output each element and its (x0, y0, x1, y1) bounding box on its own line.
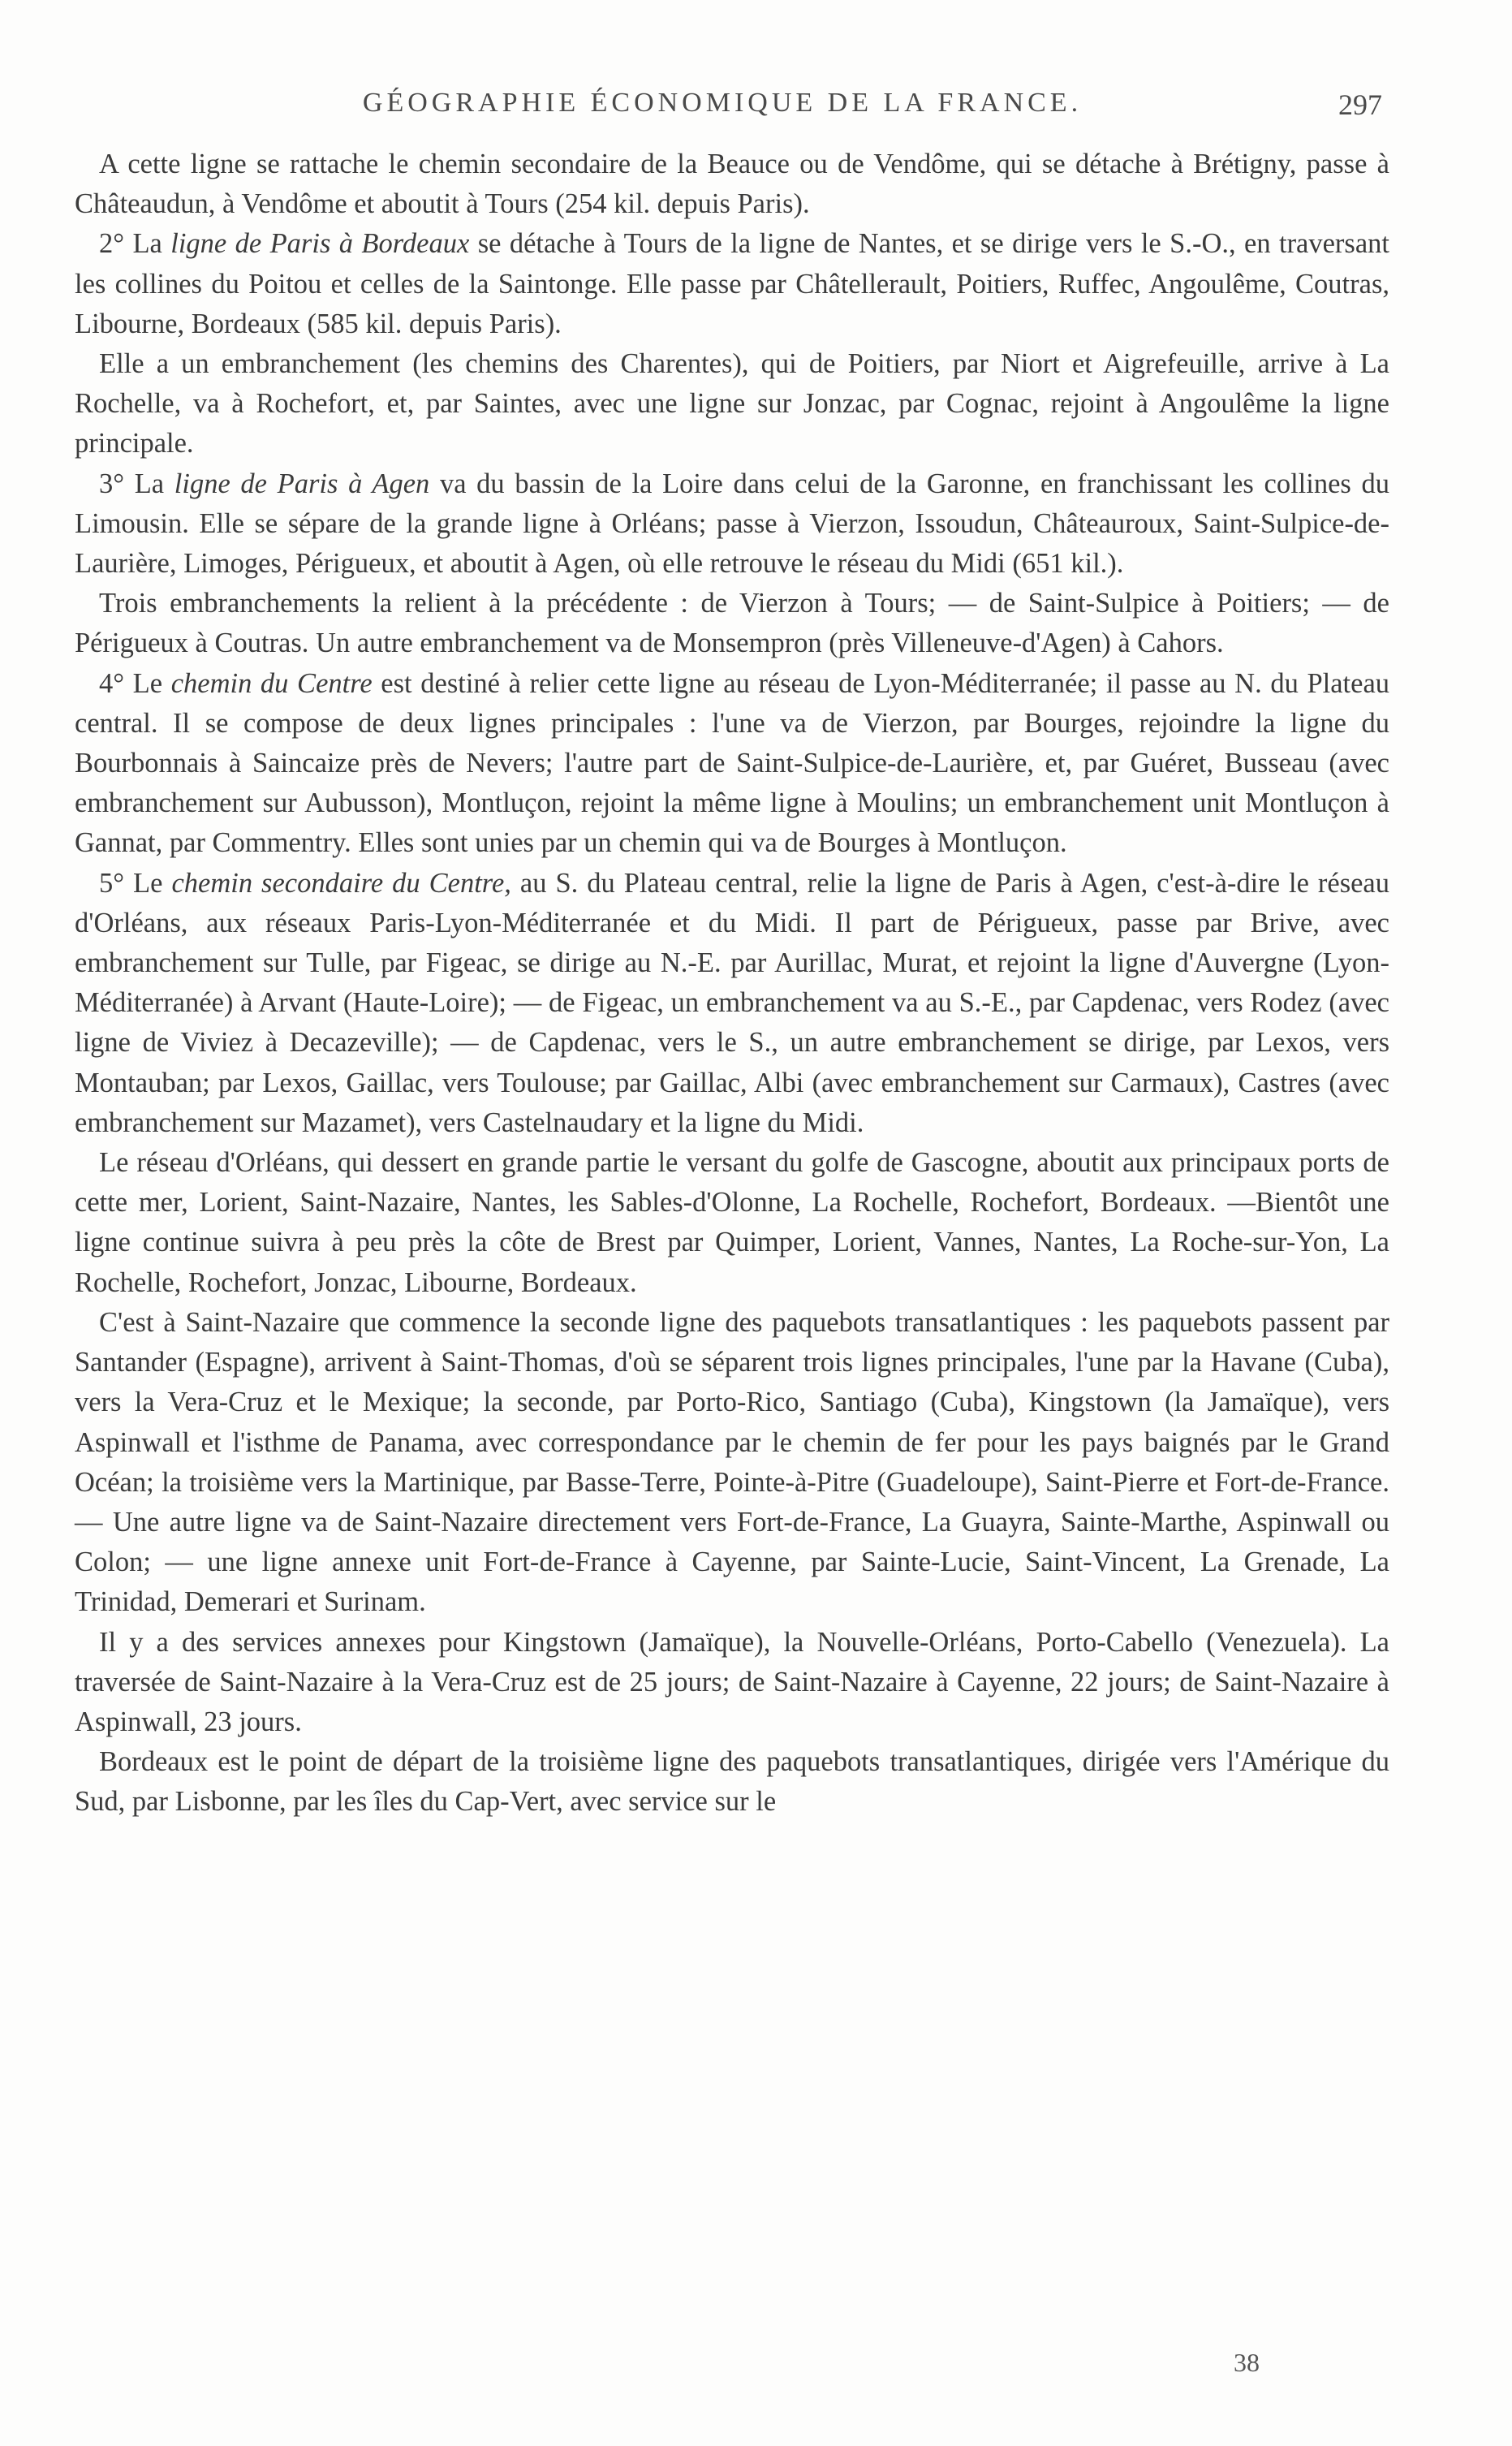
paragraph-rest: se détache à Tours de la ligne de Nantes, et se dirige vers le S.-O., en traversant les collines du Poitou et celles de la Saintonge. Elle passe par Châtellerault, Poitiers, Ruffec, Angoulême, Coutras, Libourne, Bordeaux (585 kil. depuis Paris). (75, 228, 1389, 339)
paragraph-rest: au S. du Plateau central, relie la ligne de Paris à Agen, c'est-à-dire le réseau d'Orléans, aux réseaux Paris-Lyon-Méditerranée et du Midi. Il part de Périgueux, passe par Brive, avec embranchement sur Tulle, par Figeac, se dirige au N.-E. par Aurillac, Murat, et rejoint la ligne d'Auvergne (Lyon-Méditerranée) à Arvant (Haute-Loire); — de Figeac, un embranchement va au S.-E., par Capdenac, vers Rodez (avec ligne de Viviez à Decazeville); — de Capdenac, vers le S., un autre embranchement se dirige, par Lexos, vers Montauban; par Lexos, Gaillac, vers Toulouse; par Gaillac, Albi (avec embranchement sur Carmaux), Castres (avec embranchement sur Mazamet), vers Castelnaudary et la ligne du Midi. (75, 867, 1389, 1138)
paragraph-lead: 4° Le (99, 667, 171, 699)
paragraph: A cette ligne se rattache le chemin secondaire de la Beauce ou de Vendôme, qui se détache à Brétigny, passe à Châteaudun, à Vendôme et aboutit à Tours (254 kil. depuis Paris). (75, 149, 1389, 220)
paragraph: Elle a un embranchement (les chemins des Charentes), qui de Poitiers, par Niort et Aigrefeuille, arrive à La Rochelle, va à Rochefort, et, par Saintes, avec une ligne sur Jonzac, par Cognac, rejoint à Angoulême la ligne principale. (75, 348, 1389, 459)
paragraph-rest: est destiné à relier cette ligne au réseau de Lyon-Méditerranée; il passe au N. du Plateau central. Il se compose de deux lignes principales : l'une va de Vierzon, par Bourges, rejoindre la ligne du Bourbonnais à Saincaize près de Nevers; l'autre part de Saint-Sulpice-de-Laurière, et, par Guéret, Busseau (avec embranchement sur Aubusson), Montluçon, rejoint la même ligne à Moulins; un embranchement unit Montluçon à Gannat, par Commentry. Elles sont unies par un chemin qui va de Bourges à Montluçon. (75, 667, 1390, 859)
paragraph-lead: 3° La (99, 468, 174, 499)
paragraph-centre-line (75, 664, 1389, 864)
paragraph: Bordeaux est le point de départ de la troisième ligne des paquebots transatlantiques, dirigée vers l'Amérique du Sud, par Lisbonne, par les îles du Cap-Vert, avec service sur le (75, 1746, 1389, 1818)
line-title: chemin du Centre (170, 667, 373, 699)
paragraph: Le réseau d'Orléans, qui dessert en grande partie le versant du golfe de Gascogne, aboutit aux principaux ports de cette mer, Lorient, Saint-Nazaire, Nantes, les Sables-d'Olonne, La Rochelle, Rochefort, Bordeaux. —Bientôt une ligne continue suivra à peu près la côte de Brest par Quimper, Lorient, Vannes, Nantes, La Roche-sur-Yon, La Rochelle, Rochefort, Jonzac, Libourne, Bordeaux. (75, 1147, 1389, 1298)
paragraph-bordeaux-line (75, 224, 1389, 344)
paragraph-secondary-centre-line (75, 864, 1389, 1143)
paragraph-lead: 2° La (99, 228, 171, 260)
line-title: ligne de Paris à Bordeaux (170, 228, 470, 260)
page-number: 297 (1338, 88, 1382, 121)
line-title: chemin secondaire du Centre, (171, 867, 511, 899)
running-title: GÉOGRAPHIE ÉCONOMIQUE DE LA FRANCE. (362, 88, 1083, 118)
signature-mark: 38 (1234, 2348, 1260, 2377)
line-title: ligne de Paris à Agen (174, 468, 430, 499)
body-text (75, 145, 1389, 1823)
paragraph: Il y a des services annexes pour Kingstown (Jamaïque), la Nouvelle-Orléans, Porto-Cabello (Venezuela). La traversée de Saint-Nazaire à la Vera-Cruz est de 25 jours; de Saint-Nazaire à Cayenne, 22 jours; de Saint-Nazaire à Aspinwall, 23 jours. (75, 1626, 1389, 1737)
paragraph: C'est à Saint-Nazaire que commence la seconde ligne des paquebots transatlantiques : les paquebots passent par Santander (Espagne), arrivent à Saint-Thomas, d'où se séparent trois lignes principales, l'une par la Havane (Cuba), vers la Vera-Cruz et le Mexique; la seconde, par Porto-Rico, Santiago (Cuba), Kingstown (la Jamaïque), vers Aspinwall et l'isthme de Panama, avec correspondance par le chemin de fer pour les pays baignés par le Grand Océan; la troisième vers la Martinique, par Basse-Terre, Pointe-à-Pitre (Guadeloupe), Saint-Pierre et Fort-de-France. — Une autre ligne va de Saint-Nazaire directement vers Fort-de-France, La Guayra, Sainte-Marthe, Aspinwall ou Colon; — une ligne annexe unit Fort-de-France à Cayenne, par Sainte-Lucie, Saint-Vincent, La Grenade, La Trinidad, Demerari et Surinam. (75, 1306, 1389, 1618)
paragraph: Trois embranchements la relient à la précédente : de Vierzon à Tours; — de Saint-Sulpice à Poitiers; — de Périgueux à Coutras. Un autre embranchement va de Monsempron (près Villeneuve-d'Agen) à Cahors. (75, 588, 1389, 659)
paragraph-lead: 5° Le (99, 867, 172, 899)
paragraph-rest: va du bassin de la Loire dans celui de la Garonne, en franchissant les collines du Limousin. Elle se sépare de la grande ligne à Orléans; passe à Vierzon, Issoudun, Châteauroux, Saint-Sulpice-de-Laurière, Limoges, Périgueux, et aboutit à Agen, où elle retrouve le réseau du Midi (651 kil.). (75, 468, 1390, 580)
paragraph-agen-line (75, 464, 1389, 585)
